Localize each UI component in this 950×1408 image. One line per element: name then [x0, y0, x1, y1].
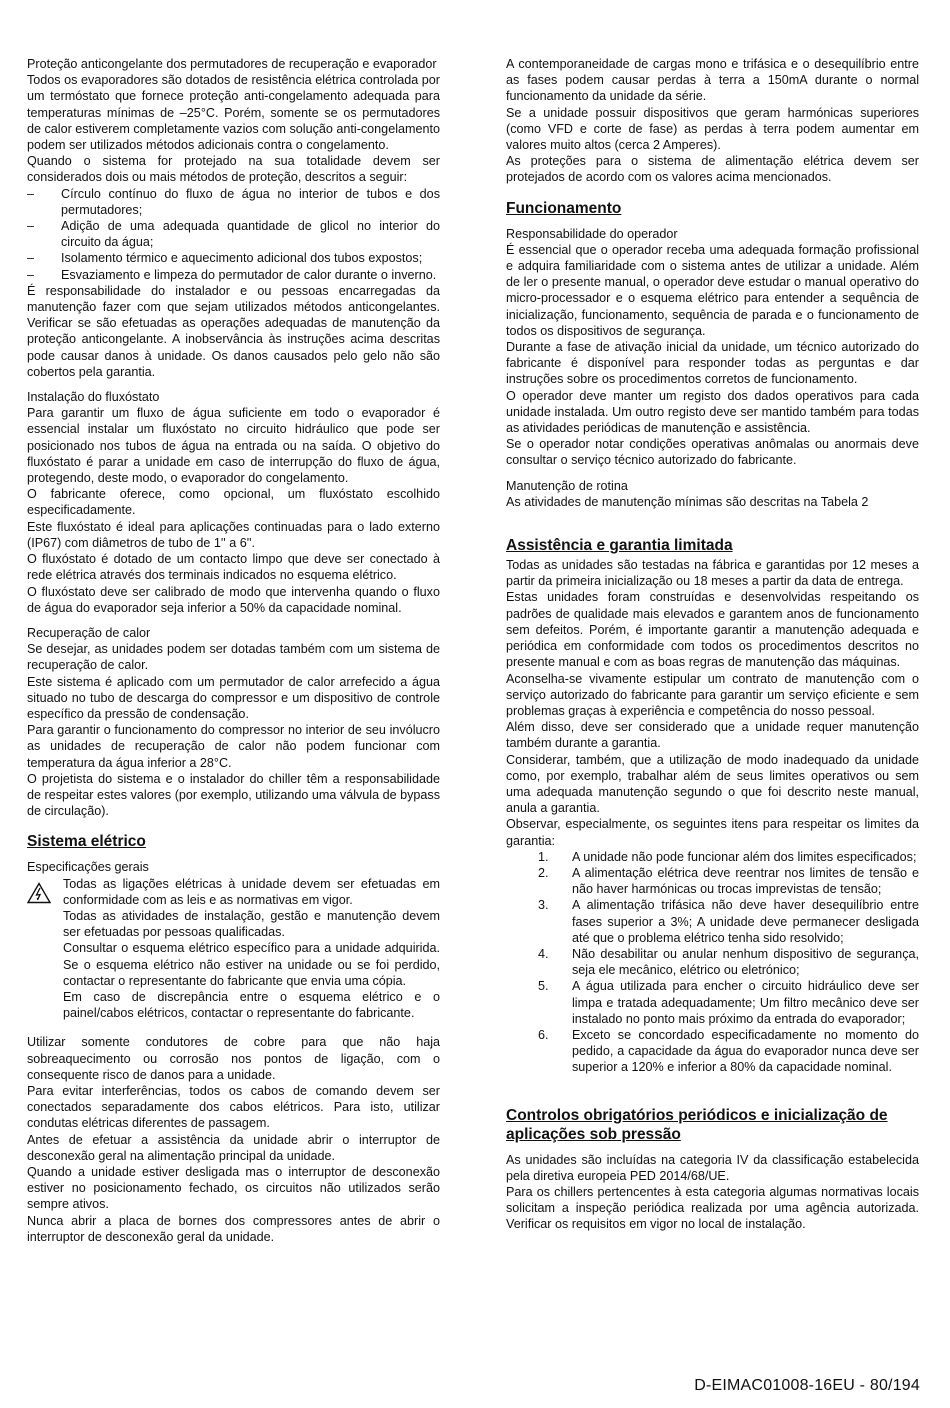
- earth-leak-paragraph-3: As proteções para o sistema de alimentação elétrica devem ser protejados de acordo com os valores acima mencionados.: [506, 154, 919, 185]
- list-item: – Círculo contínuo do fluxo de água no interior de tubos e dos permutadores;: [27, 186, 440, 217]
- operation-paragraph-1: É essencial que o operador receba uma adequada formação profissional e adquira familiaridade com o sistema antes de utilizar a unidade. Além de ler o presente manual, o operador deve estudar o manual operativo do micro-processador e o esquema elétrico para entender a sequência de inicialização, funcionamento, sequência de parada e o funcionamento de todos os dispositivos de segurança.: [506, 242, 919, 338]
- warning-line: Consultar o esquema elétrico específico para a unidade adquirida. Se o esquema elétrico não estiver na unidade ou se foi perdido, contactar o representante do fabricante que envia uma cópia.: [63, 941, 440, 988]
- list-item: 4. Não desabilitar ou anular nenhum dispositivo de segurança, seja ele mecânico, elétrico ou eletrónico;: [538, 946, 919, 978]
- pressure-paragraph-1: As unidades são incluídas na categoria IV da classificação estabelecida pela diretiva europeia PED 2014/68/UE.: [506, 1152, 919, 1183]
- routine-maintenance-text: As atividades de manutenção mínimas são descritas na Tabela 2: [506, 494, 869, 509]
- operation-paragraph-3: O operador deve manter um registo dos dados operativos para cada unidade instalada. Um outro registo deve ser mantido também para todas as atividades periódicas de manutenção e assistência.: [506, 388, 919, 436]
- warranty-paragraph-2: Estas unidades foram construídas e desenvolvidas respeitando os padrões de qualidade mais elevados e garantem anos de funcionamento sem defeitos. Porém, é importante garantir a manutenção adequada e periódica em conformidade com todos os procedimentos descritos no presente manual e com as boas regras de manutenção das máquinas.: [506, 590, 919, 670]
- electrical-paragraph-5: Nunca abrir a placa de bornes dos compressores antes de abrir o interruptor de desconexão geral da unidade.: [27, 1213, 440, 1244]
- routine-maintenance-title: Manutenção de rotina: [506, 478, 628, 493]
- list-item: – Esvaziamento e limpeza do permutador de calor durante o inverno.: [27, 267, 437, 282]
- operation-paragraph-2: Durante a fase de ativação inicial da unidade, um técnico autorizado do fabricante é disponível para responder todas as perguntas e dar instruções sobre os procedimentos corretos de funcionamento.: [506, 340, 919, 387]
- pressure-heading: Controlos obrigatórios periódicos e inicialização de aplicações sob pressão: [506, 1106, 888, 1143]
- operator-responsibility-title: Responsabilidade do operador: [506, 226, 678, 241]
- page-footer: D-EIMAC01008-16EU - 80/194: [694, 1377, 920, 1394]
- list-item: 1. A unidade não pode funcionar além dos limites especificados;: [538, 849, 917, 864]
- anti-freeze-title: Proteção anticongelante dos permutadores de recuperação e evaporador: [27, 57, 437, 71]
- warning-line: Em caso de discrepância entre o esquema elétrico e o painel/cabos elétricos, contactar o representante do fabricante.: [63, 989, 440, 1021]
- anti-freeze-paragraph-1: Todos os evaporadores são dotados de resistência elétrica controlada por um termóstato que fornece proteção anti-congelamento adequada para temperaturas mínimas de –25°C. Porém, somente se os permutadores de calor estiverem completamente vazios com solução anti-congelamento podem ser utilizados métodos adicionais contra o congelamento.: [27, 73, 440, 153]
- heat-recovery-paragraph-2: Este sistema é aplicado com um permutador de calor arrefecido a água situado no tubo de descarga do compressor e um dispositivo de controle específico da pressão de condensação.: [27, 674, 440, 721]
- anti-freeze-paragraph-3: É responsabilidade do instalador e ou pessoas encarregadas da manutenção fazer com que sejam utilizados métodos anticongelantes. Verificar se são efetuadas as operações adequadas de manutenção da proteção anticongelante. A inobservância às instruções acima descritas pode causar danos à unidade. Os danos causados pelo gelo não são cobertos pela garantia.: [27, 283, 440, 379]
- earth-leak-paragraph-1: A contemporaneidade de cargas mono e trifásica e o desequilíbrio entre as fases podem causar perdas à terra a 150mA durante o normal funcionamento da unidade da série.: [506, 57, 919, 104]
- warranty-paragraph-3: Aconselha-se vivamente estipular um contrato de manutenção com o serviço autorizado do fabricante para garantir um serviço eficiente e sem problemas graças à experiência e competência do nosso pessoal.: [506, 671, 919, 718]
- list-item: 5. A água utilizada para encher o circuito hidráulico deve ser limpa e tratada adequadamente; Um filtro mecânico deve ser instalado no ponto mais próximo da entrada do evaporador;: [538, 979, 919, 1026]
- operation-heading: Funcionamento: [506, 199, 622, 217]
- operation-paragraph-4: Se o operador notar condições operativas anômalas ou anormais deve consultar o serviço técnico autorizado do fabricante.: [506, 437, 919, 468]
- electric-hazard-icon: [27, 876, 63, 1022]
- electrical-paragraph-4: Quando a unidade estiver desligada mas o interruptor de desconexão estiver no posicionamento fechado, os circuitos não utilizados serão sempre ativos.: [27, 1165, 440, 1212]
- pressure-paragraph-2: Para os chillers pertencentes à esta categoria algumas normativas locais solicitam a inspeção periódica realizada por uma agência autorizada. Verificar os requisitos em vigor no local de instalação.: [506, 1184, 919, 1232]
- flow-switch-paragraph-3: Este fluxóstato é ideal para aplicações continuadas para o lado externo (IP67) com diâmetros de tubo de 1'' a 6''.: [27, 519, 440, 550]
- warranty-paragraph-1: Todas as unidades são testadas na fábrica e garantidas por 12 meses a partir da primeira inicialização ou 18 meses a partir da data de entrega.: [506, 558, 919, 589]
- list-item: 2. A alimentação elétrica deve reentrar nos limites de tensão e não haver harmónicas ou trocas imprevistas de tensão;: [538, 865, 919, 897]
- list-item: 3. A alimentação trifásica não deve haver desequilíbrio entre fases superior a 3%; A unidade deve permanecer desligada até que o problema elétrico tenha sido resolvido;: [538, 898, 919, 945]
- warranty-paragraph-5: Considerar, também, que a utilização de modo inadequado da unidade como, por exemplo, trabalhar além de seus limites operativos ou sem uma adequada manutenção segundo o que foi descrito neste manual, anula a garantia.: [506, 752, 919, 816]
- warning-block: [27, 876, 440, 1022]
- flow-switch-paragraph-4: O fluxóstato é dotado de um contacto limpo que deve ser conectado à rede elétrica através dos terminais indicados no esquema elétrico.: [27, 552, 440, 583]
- list-item: – Isolamento térmico e aquecimento adicional dos tubos expostos;: [27, 251, 423, 266]
- warranty-paragraph-4: Além disso, deve ser considerado que a unidade requer manutenção também durante a garantia.: [506, 720, 919, 751]
- heat-recovery-paragraph-4: O projetista do sistema e o instalador do chiller têm a responsabilidade de respeitar estes valores (por exemplo, utilizando uma válvula de bypass de circulação).: [27, 771, 441, 819]
- electrical-subtitle: Especificações gerais: [27, 860, 149, 875]
- right-column: [506, 56, 919, 1233]
- warning-line: Todas as atividades de instalação, gestão e manutenção devem ser efetuadas por pessoas qualificadas.: [63, 908, 440, 940]
- heat-recovery-paragraph-3: Para garantir o funcionamento do compressor no interior de seu invólucro as unidades de recuperação de calor não podem funcionar com temperatura da água inferior a 28°C.: [27, 723, 440, 770]
- left-column: [27, 56, 440, 1245]
- flow-switch-title: Instalação do fluxóstato: [27, 390, 160, 405]
- list-item: 6. Exceto se concordado especificadamente no momento do pedido, a capacidade da água do evaporador nunca deve ser superior a 120% e inferior a 80% da capacidade nominal.: [538, 1027, 919, 1075]
- flow-switch-paragraph-5: O fluxóstato deve ser calibrado de modo que intervenha quando o fluxo de água do evaporador seja inferior a 50% da capacidade nominal.: [27, 584, 440, 615]
- electrical-paragraph-2: Para evitar interferências, todos os cabos de comando devem ser conectados separadamente dos cabos elétricos. Para isto, utilizar condutas elétricas diferentes de passagem.: [27, 1083, 440, 1131]
- heat-recovery-paragraph-1: Se desejar, as unidades podem ser dotadas também com um sistema de recuperação de calor.: [27, 642, 440, 673]
- warranty-heading: Assistência e garantia limitada: [506, 537, 733, 555]
- flow-switch-paragraph-1: Para garantir um fluxo de água suficiente em todo o evaporador é essencial instalar um fluxóstato no circuito hidráulico que pode ser posicionado nos tubos de água na entrada ou na saída. O objetivo do fluxóstato é parar a unidade em caso de interrupção do fluxo de água, protegendo, deste modo, o evaporador do congelamento.: [27, 406, 440, 486]
- warranty-paragraph-6: Observar, especialmente, os seguintes itens para respeitar os limites da garantia:: [506, 817, 919, 848]
- flow-switch-paragraph-2: O fabricante oferece, como opcional, um fluxóstato escolhido especificadamente.: [27, 487, 440, 518]
- earth-leak-paragraph-2: Se a unidade possuir dispositivos que geram harmónicas superiores (como VFD e corte de fase) as perdas à terra podem aumentar em valores muito altos (cerca 2 Amperes).: [506, 105, 919, 153]
- electrical-paragraph-1: Utilizar somente condutores de cobre para que não haja sobreaquecimento ou corrosão nos pontos de ligação, com o consequente risco de danos para a unidade.: [27, 1035, 440, 1082]
- electrical-heading: Sistema elétrico: [27, 833, 146, 851]
- list-item: – Adição de uma adequada quantidade de glicol no interior do circuito da água;: [27, 219, 440, 250]
- heat-recovery-title: Recuperação de calor: [27, 625, 151, 640]
- anti-freeze-paragraph-2: Quando o sistema for protejado na sua totalidade devem ser considerados dois ou mais métodos de proteção, descritos a seguir:: [27, 154, 440, 185]
- electrical-paragraph-3: Antes de efetuar a assistência da unidade abrir o interruptor de desconexão geral na alimentação principal da unidade.: [27, 1132, 440, 1163]
- warning-line: Todas as ligações elétricas à unidade devem ser efetuadas em conformidade com as leis e as normativas em vigor.: [63, 876, 440, 907]
